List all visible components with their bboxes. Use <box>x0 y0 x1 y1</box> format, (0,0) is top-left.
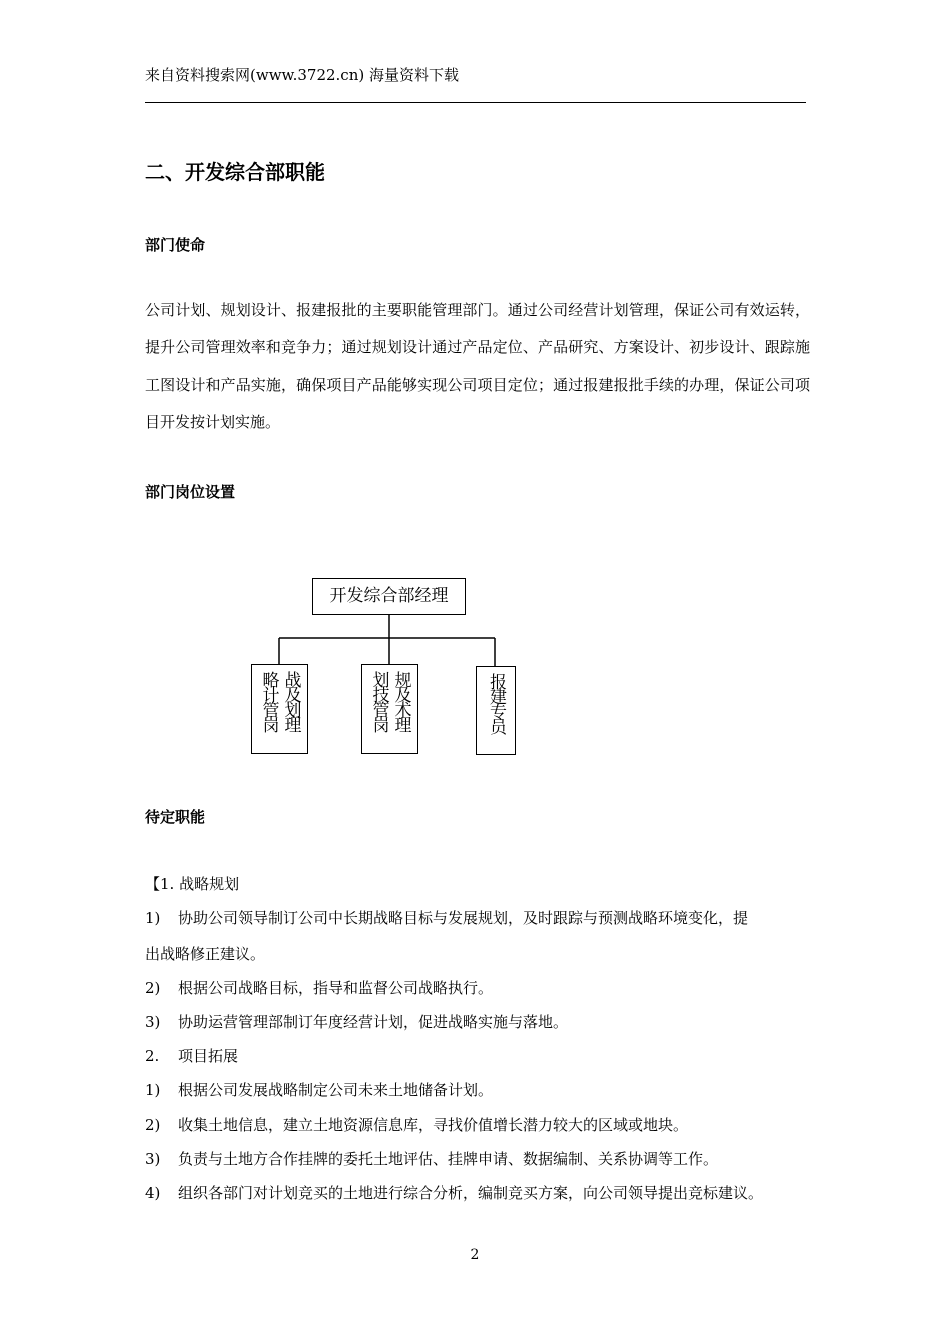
duty-number: 3) <box>145 1013 161 1031</box>
duty-text: 【1. 战略规划 <box>145 875 240 893</box>
duty-number: 3) <box>145 1150 161 1168</box>
mission-paragraph: 公司计划、规划设计、报建报批的主要职能管理部门。通过公司经营计划管理，保证公司有效运转，提升公司管理效率和竞争力；通过规划设计通过产品定位、产品研究、方案设计、初步设计、跟踪施工图设计和产品实施，确保项目产品能够实现公司项目定位；通过报建报批手续的办理，保证公司项目开发按计划实施。 <box>145 301 810 431</box>
duty-number: 2) <box>145 979 161 997</box>
duty-number: 1) <box>145 1081 161 1099</box>
duty-number: 1) <box>145 909 161 927</box>
header-rule <box>145 102 806 103</box>
duty-line <box>145 1182 763 1204</box>
duty-number: 2) <box>145 1116 161 1134</box>
page-header: 来自资料搜索网(www.3722.cn) 海量资料下载 <box>145 66 459 84</box>
org-root-box: 开发综合部经理 <box>312 578 466 615</box>
duty-line <box>145 943 265 965</box>
duty-line <box>145 977 493 999</box>
positions-heading: 部门岗位设置 <box>145 483 236 501</box>
org-box-planning-tech-col2: 划技管岗 <box>368 671 389 731</box>
duty-text: 出战略修正建议。 <box>145 945 266 963</box>
duty-line <box>145 1114 688 1136</box>
duty-number: 4) <box>145 1184 161 1202</box>
duty-line <box>145 1079 493 1101</box>
duty-text: 根据公司发展战略制定公司未来土地储备计划。 <box>178 1081 494 1099</box>
mission-heading: 部门使命 <box>145 236 206 254</box>
duty-text: 协助公司领导制订公司中长期战略目标与发展规划，及时跟踪与预测战略环境变化，提 <box>178 909 749 927</box>
duty-text: 协助运营管理部制订年度经营计划，促进战略实施与落地。 <box>178 1013 569 1031</box>
section-title: 二、开发综合部职能 <box>145 160 325 184</box>
duty-line <box>145 1148 718 1170</box>
duty-number: 2. <box>145 1047 160 1065</box>
duty-line <box>145 873 239 895</box>
duty-line <box>145 1011 568 1033</box>
org-box-strategy <box>251 664 308 754</box>
duty-text: 根据公司战略目标，指导和监督公司战略执行。 <box>178 979 494 997</box>
org-box-strategy-col2: 略计管岗 <box>258 671 279 731</box>
org-box-permit <box>476 666 516 755</box>
org-box-planning-tech-col1: 规及术理 <box>390 671 411 731</box>
duty-text: 项目拓展 <box>178 1047 239 1065</box>
duty-text: 组织各部门对计划竞买的土地进行综合分析，编制竞买方案，向公司领导提出竞标建议。 <box>178 1184 764 1202</box>
duty-text: 收集土地信息，建立土地资源信息库，寻找价值增长潜力较大的区域或地块。 <box>178 1116 689 1134</box>
duty-text: 负责与土地方合作挂牌的委托土地评估、挂牌申请、数据编制、关系协调等工作。 <box>178 1150 719 1168</box>
page-number: 2 <box>470 1247 480 1263</box>
org-box-strategy-col1: 战及划理 <box>280 671 301 731</box>
duty-line <box>145 907 748 929</box>
duty-line <box>145 1045 238 1067</box>
org-box-permit-col1: 报建专员 <box>486 673 506 733</box>
org-box-planning-tech <box>361 664 418 754</box>
duties-heading: 待定职能 <box>145 808 206 826</box>
